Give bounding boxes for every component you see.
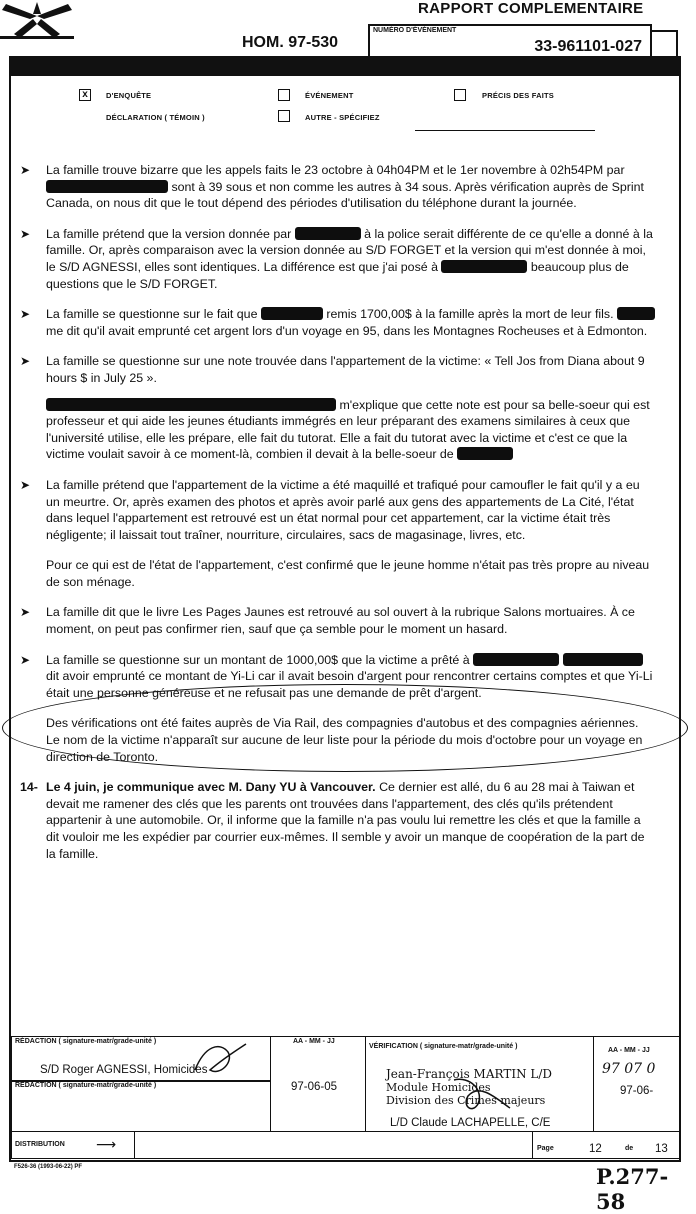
item-text: Ce dernier est allé, du 6 au 28 mai à Taiwan et devait me ramener des clés que les parents ont trouvées dans l'appartement, des clés qu'ils prétendent appartenir à une automobile. Or, il informe que la famille n'a pas voulu lui remettre les clés et que la famille a dit vouloir me les expédier par courrier eux-mêmes. Il semble y avoir un manque de coopération de la part de la famille.	[46, 780, 645, 861]
redaction-mark	[261, 307, 323, 320]
paragraph: Pour ce qui est de l'état de l'appartement, c'est confirmé que le jeune homme n'était pas très propre au niveau de son ménage.	[46, 558, 650, 589]
date-label: AA - MM - JJ	[293, 1038, 335, 1045]
arrow-bullet-icon: ➤	[20, 652, 31, 667]
list-item	[20, 226, 655, 292]
date-box-2	[593, 1036, 681, 1132]
redaction-name: S/D Roger AGNESSI, Homicides	[40, 1064, 208, 1076]
date-box	[270, 1036, 366, 1132]
page-of-label: de	[625, 1145, 634, 1152]
list-item	[20, 162, 655, 212]
header-bar	[10, 58, 680, 76]
arrow-bullet-icon: ➤	[20, 163, 31, 177]
item-text: La famille prétend que l'appartement de la victime a été maquillé et trafiqué pour camoufler le fait qu'il y a eu un meurtre. Or, après examen des photos et après avoir parlé aux gens des appartements de La Cité, l'état dans lequel l'appartement est retrouvé est un état normal pour cet appartement, car la victime était très négligente; il laissait tout traîner, nourriture, circulaires, sacs de magasinage, livres, etc.	[46, 477, 640, 542]
list-item	[20, 306, 655, 339]
redaction-mark	[617, 307, 655, 320]
page-box	[532, 1131, 681, 1159]
item-text: me dit qu'il avait emprunté cet argent lors d'un voyage en 95, dans les Montagnes Rocheuses et à Edmonton.	[46, 323, 648, 338]
redaction-label-2: RÉDACTION ( signature-matr/grade-unité )	[15, 1082, 157, 1089]
redaction-box-2	[11, 1080, 271, 1132]
event-number-tab	[652, 30, 678, 58]
redaction-mark	[46, 180, 168, 193]
checkbox-declaration-label: DÉCLARATION ( TÉMOIN )	[106, 113, 205, 122]
dossier-number: HOM. 97-530	[242, 34, 339, 51]
item-text: La famille prétend que la version donnée par	[46, 226, 292, 241]
item-text: La famille se questionne sur une note trouvée dans l'appartement de la victime: « Tell Jos from Diana about 9 hours $ in July 25 ».	[46, 354, 645, 385]
event-number: 33-961101-027	[534, 38, 642, 55]
list-item	[20, 353, 655, 386]
item-text: beaucoup plus de questions que le S/D FORGET.	[46, 259, 629, 291]
page-number: 12	[589, 1143, 602, 1155]
redaction-mark	[457, 447, 513, 460]
checkbox-precis[interactable]	[454, 89, 466, 101]
rcmp-emblem-icon	[0, 0, 74, 40]
numbered-item	[20, 779, 655, 862]
redaction-label: RÉDACTION ( signature-matr/grade-unité )	[15, 1038, 157, 1045]
page-total: 13	[655, 1143, 668, 1155]
item-text: dit avoir emprunté ce montant de Yi-Li car il avait besoin d'argent pour rencontrer certains comptes et que Yi-Li était une personne généreuse et ne refusait pas une demande de prêt d'argent.	[46, 669, 653, 700]
paragraph: Des vérifications ont été faites auprès de Via Rail, des compagnies d'autobus et des compagnies aériennes. Le nom de la victime n'apparaît sur aucune de leur liste pour la période du mois d'octobre pour un voyage en direction de Toronto.	[46, 716, 643, 764]
event-number-label: NUMÉRO D'ÉVÉNEMENT	[373, 27, 457, 34]
verification-stamp-line: Module Homicides	[386, 1081, 491, 1094]
distribution-box	[11, 1131, 135, 1159]
list-item	[20, 604, 655, 637]
signature-scribble	[190, 1040, 250, 1082]
date-label-2: AA - MM - JJ	[608, 1047, 650, 1054]
item-text: La famille dit que le livre Les Pages Jaunes est retrouvé au sol ouvert à la rubrique Salons mortuaires. À ce moment, on peut pas confirmer rien, sauf que ça semble pour le moment un hasard.	[46, 605, 635, 637]
redaction-mark	[563, 653, 643, 666]
item-text: à la police serait différente de ce qu'elle a donné à la famille. Or, après comparaison avec la version donnée au S/D FORGET et la version qui m'est donnée à moi, le S/D AGNESSI, elles sont identiques. La différence est que j'ai posé à	[46, 226, 653, 274]
page-label: Page	[537, 1145, 554, 1152]
verification-label: VÉRIFICATION ( signature-matr/grade-unité )	[369, 1043, 518, 1050]
verification-stamp-line: Division des Crimes majeurs	[386, 1094, 546, 1107]
checkbox-enquete-label: D'ENQUÊTE	[106, 91, 152, 100]
date-value: 97-06-05	[291, 1081, 338, 1093]
date-value-2: 97-06-	[620, 1085, 654, 1097]
report-title: RAPPORT COMPLEMENTAIRE	[418, 0, 644, 17]
redaction-mark	[441, 260, 527, 273]
paragraph	[20, 397, 655, 463]
arrow-right-icon: ⟶	[96, 1136, 117, 1152]
arrow-bullet-icon: ➤	[20, 605, 31, 620]
item-text: La famille se questionne sur un montant de 1000,00$ que la victime a prêté à	[46, 652, 470, 667]
event-number-box	[368, 24, 652, 58]
checkbox-autre[interactable]	[278, 110, 290, 122]
verification-stamp-line: Jean-François MARTIN L/D	[386, 1067, 553, 1081]
redaction-mark	[473, 653, 559, 666]
checkbox-autre-label: AUTRE - SPÉCIFIEZ	[305, 113, 380, 122]
item-lead: Le 4 juin, je communique avec M. Dany YU à Vancouver.	[46, 780, 376, 795]
page-stamp: P.277-58	[596, 1164, 669, 1214]
checkbox-evenement-label: ÉVÉNEMENT	[305, 91, 354, 100]
checkbox-evenement[interactable]	[278, 89, 290, 101]
arrow-bullet-icon: ➤	[20, 307, 31, 322]
item-text: La famille trouve bizarre que les appels faits le 23 octobre à 04h04PM et le 1er novembre à 02h54PM par	[46, 163, 625, 177]
arrow-bullet-icon: ➤	[20, 354, 31, 369]
distribution-label: DISTRIBUTION	[15, 1141, 65, 1148]
arrow-bullet-icon: ➤	[20, 226, 31, 241]
verification-name: L/D Claude LACHAPELLE, C/E	[390, 1117, 551, 1129]
checkbox-enquete[interactable]: x	[79, 89, 91, 101]
form-code: F526-36 (1993-06-22) PF	[14, 1164, 83, 1170]
item-text: sont à 39 sous et non comme les autres à 34 sous. Après vérification auprès de Sprint Canada, on nous dit que le tout dépend des périodes d'utilisation du téléphone durant la journée.	[46, 179, 644, 211]
distribution-field	[134, 1131, 533, 1159]
handwritten-date: 97 07 0	[602, 1061, 656, 1077]
redaction-mark	[295, 227, 361, 240]
redaction-mark	[46, 398, 336, 411]
autre-specify-line	[415, 130, 595, 131]
item-text: remis 1700,00$ à la famille après la mort de leur fils.	[326, 307, 614, 322]
signature-scribble	[450, 1070, 520, 1116]
paragraph-text: m'explique que cette note est pour sa belle-soeur qui est professeur et qui aide les jeunes étudiants immégrés en leur préparant des examens similaires à ceux que l'université utilise, elle les prépare, elle fait du tutorat. Elle a fait du tutorat avec la victime et c'est ce que la victime voulait savoir à ce moment-là, combien il devait à la belle-soeur de	[46, 397, 650, 462]
arrow-bullet-icon: ➤	[20, 477, 31, 492]
item-number: 14-	[20, 780, 38, 795]
item-text: La famille se questionne sur le fait que	[46, 307, 258, 322]
hand-drawn-circle	[2, 684, 688, 772]
list-item	[20, 477, 655, 543]
checkbox-precis-label: PRÉCIS DES FAITS	[482, 91, 554, 100]
